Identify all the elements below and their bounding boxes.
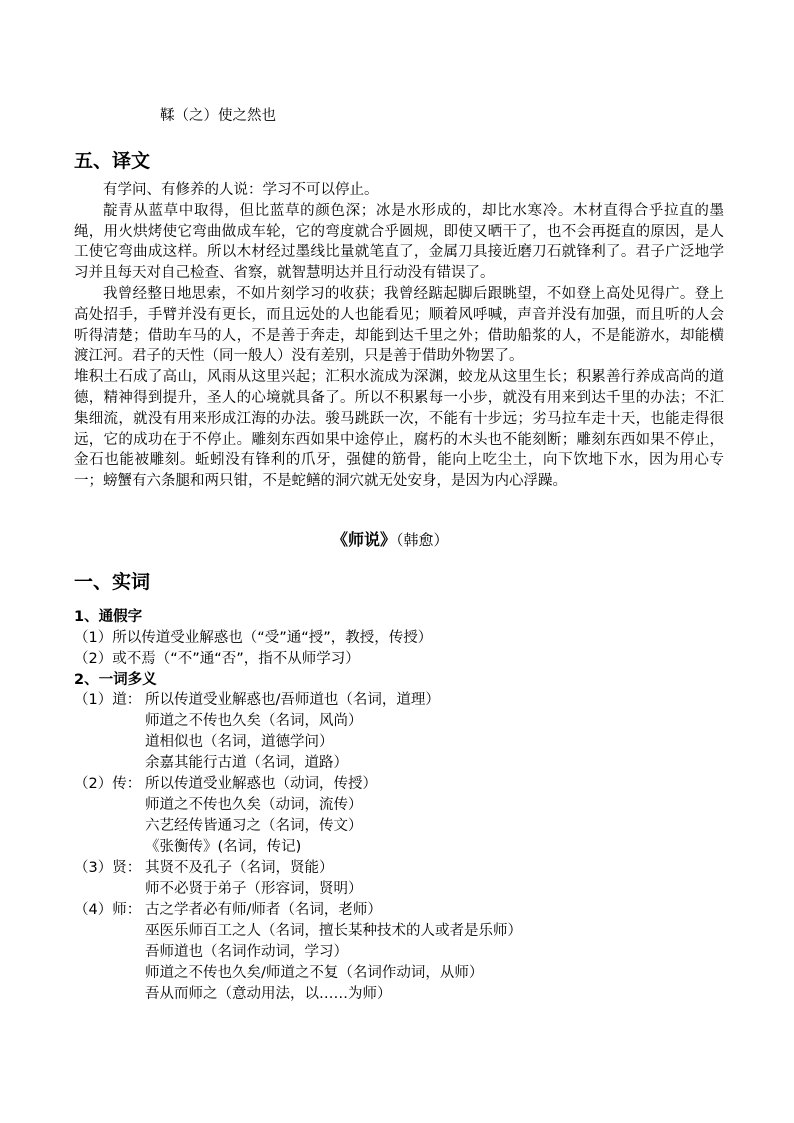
list-item: （1）所以传道受业解惑也（“受”通“授”，教授，传授）	[74, 630, 433, 646]
list-item: 六艺经传皆通习之（名词，传文）	[145, 818, 363, 834]
list-item: 师道之不传也久矣（名词，风尚）	[145, 713, 363, 729]
list-item: （2）或不焉（“不”通“否”，指不从师学习）	[74, 651, 360, 667]
list-item: 道相似也（名词，道德学问）	[145, 734, 334, 750]
list-item: 巫医乐师百工之人（名词，擅长某种技术的人或者是乐师）	[145, 923, 522, 939]
list-item: 师不必贤于弟子（形容词，贤明）	[145, 881, 363, 897]
list-item: 所以传道受业解惑也（动词，传授）	[145, 776, 377, 792]
article-title	[332, 530, 449, 550]
subheading-interchangeable-chars: 1、通假字	[74, 609, 143, 625]
list-item: 古之学者必有师/师者（名词，老师）	[145, 902, 382, 918]
translation-paragraph: 有学问、有修养的人说：学习不可以停止。	[103, 182, 379, 198]
polysemy-label: （1）道：	[74, 692, 142, 708]
list-item: 《张衡传》(名词，传记)	[145, 839, 302, 855]
list-item: 所以传道受业解惑也/吾师道也（名词，道理）	[145, 692, 440, 708]
section-heading-translation: 五、译文	[74, 150, 151, 172]
list-item: 吾从而师之（意动用法，以……为师）	[145, 986, 392, 1002]
polysemy-label: （4）师：	[74, 902, 142, 918]
translation-body	[74, 180, 724, 492]
polysemy-label: （3）贤：	[74, 860, 142, 876]
list-item: 其贤不及孔子（名词，贤能）	[145, 860, 334, 876]
polysemy-label: （2）传：	[74, 776, 142, 792]
continued-line: 鞣（之）使之然也	[160, 108, 276, 124]
list-item: 余嘉其能行古道（名词，道路）	[145, 755, 348, 771]
article-author: （韩愈）	[396, 531, 449, 549]
section-heading-notional-words: 一、实词	[74, 571, 151, 593]
translation-paragraph: 堆积土石成了高山，风雨从这里兴起；汇积水流成为深渊，蛟龙从这里生长；积累善行养成高尚的道德，精神得到提升，圣人的心境就具备了。所以不积累每一小步，就没有用来到达千里的办法；不汇集细流，就没有用来形成江海的办法。骏马跳跃一次，不能有十步远；劣马拉车走十天，也能走得很远，它的成功在于不停止。雕刻东西如果中途停止，腐朽的木头也不能刻断；雕刻东西如果不停止，金石也能被雕刻。蚯蚓没有锋利的爪牙，强健的筋骨，能向上吃尘土，向下饮地下水，因为用心专一；螃蟹有六条腿和两只钳，不是蛇鳝的洞穴就无处安身，是因为内心浮躁。	[74, 369, 724, 490]
translation-paragraph: 我曾经整日地思索，不如片刻学习的收获；我曾经踮起脚后跟眺望，不如登上高处见得广。登上高处招手，手臂并没有更长，而且远处的人也能看见；顺着风呼喊，声音并没有加强，而且听的人会听得清楚；借助车马的人，不是善于奔走，却能到达千里之外；借助船浆的人，不是能游水，却能横渡江河。君子的天性（同一般人）没有差别，只是善于借助外物罢了。	[74, 285, 724, 365]
list-item: 师道之不传也久矣/师道之不复（名词作动词，从师）	[145, 965, 484, 981]
list-item: 师道之不传也久矣（动词，流传）	[145, 797, 363, 813]
list-item: 吾师道也（名词作动词，学习）	[145, 944, 348, 960]
translation-paragraph: 靛青从蓝草中取得，但比蓝草的颜色深；冰是水形成的，却比水寒冷。木材直得合乎拉直的墨绳，用火烘烤使它弯曲做成车轮，它的弯度就合乎圆规，即使又晒干了，也不会再挺直的原因，是人工使它弯曲成这样。所以木材经过墨线比量就笔直了，金属刀具接近磨刀石就锋利了。君子广泛地学习并且每天对自己检查、省察，就智慧明达并且行动没有错误了。	[74, 202, 724, 282]
subheading-polysemy: 2、一词多义	[74, 672, 157, 688]
article-title-main: 《师说》	[332, 530, 397, 549]
